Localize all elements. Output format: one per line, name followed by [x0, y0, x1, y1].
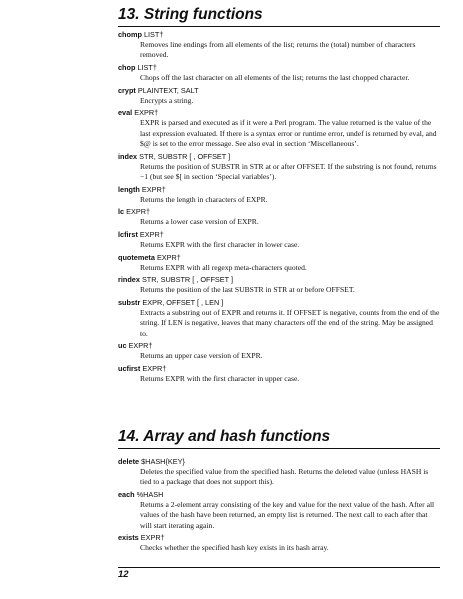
- function-name: uc: [118, 341, 127, 351]
- array-hash-functions-list: [118, 457, 440, 556]
- function-entry-ucfirst: [118, 364, 440, 384]
- function-name: lc: [118, 207, 125, 217]
- section-header: [118, 6, 440, 27]
- function-name: quotemeta: [118, 252, 155, 262]
- function-name: each: [118, 489, 135, 499]
- function-entry-chomp: [118, 30, 440, 61]
- function-signature: [118, 341, 440, 351]
- function-args: EXPR, OFFSET [ , LEN ]: [142, 298, 224, 308]
- function-entry-length: [118, 185, 440, 205]
- function-description: Extracts a substring out of EXPR and returns it. If OFFSET is negative, counts from the end of the string. If LEN is negative, leaves that many characters off the end of the string. May be assigned to.: [140, 308, 440, 338]
- section-header: [118, 428, 440, 449]
- function-description: Chops off the last character on all elements of the list; returns the last chopped character.: [140, 72, 410, 82]
- function-args: $HASH{KEY}: [141, 457, 185, 466]
- function-name: chomp: [118, 30, 142, 39]
- function-args: PLAINTEXT, SALT: [137, 85, 199, 95]
- function-entry-index: [118, 152, 440, 183]
- function-description: Checks whether the specified hash key exists in its hash array.: [140, 543, 329, 553]
- function-description: Returns EXPR with the first character in lower case.: [140, 240, 300, 249]
- function-signature: [118, 230, 440, 240]
- function-entry-chop: [118, 63, 440, 83]
- function-args: EXPR†: [142, 364, 167, 374]
- function-args: STR, SUBSTR [ , OFFSET ]: [141, 275, 234, 285]
- function-description: Returns the position of SUBSTR in STR at or after OFFSET. If the substring is not found, returns −1 (but see $[ in section ‘Special variables’).: [140, 161, 437, 181]
- function-args: EXPR†: [156, 252, 181, 262]
- function-description: Returns the position of the last SUBSTR in STR at or before OFFSET.: [140, 285, 355, 295]
- function-entry-eval: [118, 108, 440, 149]
- function-name: lcfirst: [118, 230, 138, 239]
- page-number: 12: [118, 569, 129, 580]
- function-signature: [118, 152, 440, 162]
- function-name: crypt: [118, 85, 136, 95]
- function-args: %HASH: [136, 489, 164, 499]
- function-description: Returns EXPR with all regexp meta-characters quoted.: [140, 262, 307, 272]
- function-signature: [118, 275, 440, 285]
- function-signature: [118, 207, 440, 217]
- function-signature: [118, 86, 440, 96]
- function-description: Returns an upper case version of EXPR.: [140, 351, 263, 361]
- function-signature: [118, 185, 440, 195]
- function-args: EXPR†: [140, 533, 165, 543]
- function-entry-lc: [118, 207, 440, 227]
- function-signature: [118, 533, 440, 543]
- function-entry-each: [118, 490, 440, 531]
- footer-rule: [118, 567, 440, 568]
- function-name: chop: [118, 62, 136, 72]
- function-args: LIST†: [137, 62, 157, 72]
- function-entry-rindex: [118, 275, 440, 295]
- function-signature: [118, 63, 440, 73]
- function-name: length: [118, 184, 140, 194]
- section-title: 14. Array and hash functions: [118, 428, 331, 445]
- function-args: EXPR†: [141, 184, 166, 194]
- function-entry-substr: [118, 298, 440, 339]
- function-name: eval: [118, 108, 133, 118]
- function-name: index: [118, 151, 138, 161]
- function-description: Returns EXPR with the first character in upper case.: [140, 374, 300, 384]
- function-args: EXPR†: [128, 341, 153, 351]
- function-description: Encrypts a string.: [140, 95, 194, 105]
- function-args: EXPR†: [139, 230, 164, 239]
- section-title: 13. String functions: [118, 6, 263, 23]
- page-footer: [118, 567, 440, 580]
- function-signature: [118, 364, 440, 374]
- function-name: substr: [118, 298, 141, 308]
- function-signature: [118, 490, 440, 500]
- function-entry-lcfirst: [118, 230, 440, 250]
- function-signature: [118, 457, 440, 467]
- function-args: EXPR†: [134, 108, 159, 118]
- section-rule: [118, 448, 440, 449]
- function-entry-quotemeta: [118, 253, 440, 273]
- function-entry-uc: [118, 341, 440, 361]
- section-rule: [118, 26, 440, 27]
- function-description: Removes line endings from all elements of the list; returns the (total) number of characters removed.: [140, 40, 416, 60]
- function-description: Returns a 2-element array consisting of the key and value for the next value of the hash. After all values of the hash have been returned, an empty list is returned. The next call to each after that will start iterating again.: [140, 499, 435, 530]
- function-name: rindex: [118, 275, 140, 285]
- function-description: Deletes the specified value from the specified hash. Returns the deleted value (unless HASH is tied to a package that does not support this).: [140, 467, 429, 487]
- string-functions-list: [118, 30, 440, 387]
- function-args: LIST†: [143, 30, 164, 39]
- function-name: delete: [118, 457, 140, 466]
- function-description: EXPR is parsed and executed as if it were a Perl program. The value returned is the value of the last expression evaluated. If there is a syntax error or runtime error, undef is returned by eval, and $@ is set to the error message. See also eval in section ‘Miscellaneous’.: [140, 118, 437, 148]
- function-description: Returns the length in characters of EXPR.: [140, 194, 268, 204]
- function-args: STR, SUBSTR [ , OFFSET ]: [139, 151, 231, 161]
- function-signature: [118, 30, 440, 40]
- function-entry-crypt: [118, 86, 440, 106]
- function-entry-delete: [118, 457, 440, 488]
- function-name: exists: [118, 533, 139, 543]
- function-signature: [118, 108, 440, 118]
- function-signature: [118, 253, 440, 263]
- function-entry-exists: [118, 533, 440, 553]
- function-description: Returns a lower case version of EXPR.: [140, 217, 259, 227]
- function-name: ucfirst: [118, 364, 141, 374]
- function-signature: [118, 298, 440, 308]
- function-args: EXPR†: [126, 207, 151, 217]
